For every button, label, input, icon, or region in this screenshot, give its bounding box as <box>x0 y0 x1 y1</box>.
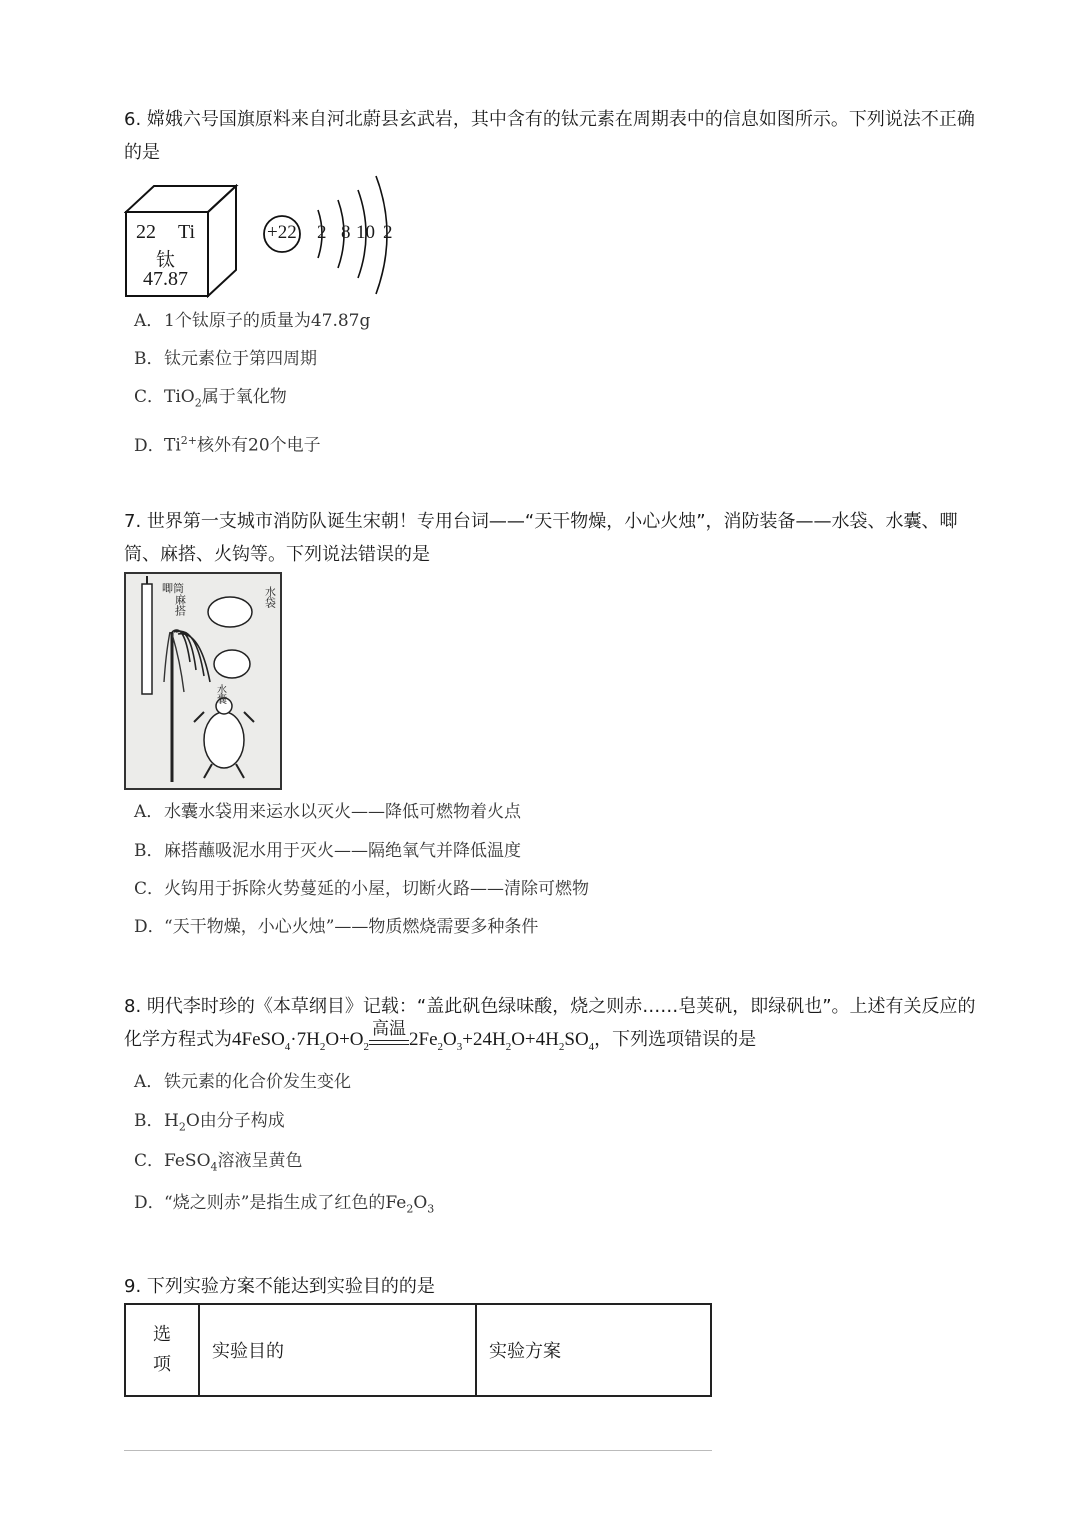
option-letter: B． <box>134 1111 164 1131</box>
subscript: 2 <box>406 1202 414 1216</box>
option-text: H <box>164 1111 179 1131</box>
experiment-table <box>124 1303 712 1397</box>
q6-stem-line2: 的是 <box>124 142 160 163</box>
header-plan: 实验方案 <box>476 1304 711 1396</box>
q6-option-c[interactable] <box>134 386 287 414</box>
nucleus-charge: +22 <box>267 222 297 243</box>
label-pump: 唧筒 <box>162 582 184 595</box>
header-option <box>125 1304 199 1396</box>
element-atomic-number: 22 <box>136 221 156 243</box>
option-text: Ti <box>164 435 181 456</box>
q8-option-a[interactable] <box>134 1071 351 1093</box>
subscript: 2 <box>178 1120 186 1134</box>
option-text: 水囊水袋用来运水以灭火——降低可燃物着火点 <box>164 802 521 822</box>
shell-4-electrons: 2 <box>383 222 393 243</box>
option-text: “天干物燥，小心火烛”——物质燃烧需要多种条件 <box>164 917 539 937</box>
option-text: 钛元素位于第四周期 <box>164 349 317 369</box>
firefighting-tools-illustration <box>124 572 282 790</box>
equals-sign <box>369 1040 409 1045</box>
q9-stem: 9. 下列实验方案不能达到实验目的的是 <box>124 1276 435 1297</box>
option-text: 火钩用于拆除火势蔓延的小屋，切断火路——清除可燃物 <box>164 879 589 899</box>
option-letter: A． <box>134 311 164 331</box>
option-letter: B． <box>134 841 164 861</box>
q7-option-d[interactable] <box>134 916 538 938</box>
option-text: O <box>413 1193 428 1213</box>
q7-option-a[interactable] <box>134 801 521 823</box>
option-text: O由分子构成 <box>185 1111 285 1131</box>
q6-option-b[interactable] <box>134 348 317 370</box>
option-text: 1个钛原子的质量为47.87g <box>164 311 371 331</box>
q7-stem-line1: 7. 世界第一支城市消防队诞生宋朝！专用台词——“天干物燥，小心火烛”，消防装备——水袋、水囊、唧 <box>124 511 958 532</box>
header-option-text: 选项 <box>153 1324 171 1375</box>
option-letter: A． <box>134 802 164 822</box>
q8-stem-line1: 8. 明代李时珍的《本草纲目》记载：“盖此矾色绿味酸，烧之则赤……皂荚矾，即绿矾也”。上述有关反应的 <box>124 996 976 1017</box>
option-letter: B． <box>134 349 164 369</box>
q7-option-c[interactable] <box>134 878 589 900</box>
option-letter: C． <box>134 387 165 407</box>
q8-option-b[interactable] <box>134 1110 285 1138</box>
stem-text: 化学方程式为 <box>124 1029 232 1050</box>
subscript: 3 <box>427 1202 435 1216</box>
element-name: 钛 <box>156 250 176 271</box>
option-text: 麻搭蘸吸泥水用于灭火——隔绝氧气并降低温度 <box>164 841 521 861</box>
q6-option-a[interactable] <box>134 310 370 332</box>
option-letter: C． <box>134 1151 165 1171</box>
q7-stem-line2: 筒、麻搭、火钩等。下列说法错误的是 <box>124 544 430 565</box>
option-letter: D． <box>134 1193 165 1213</box>
option-text: 核外有20个电子 <box>197 435 321 456</box>
shell-1-electrons: 2 <box>317 222 327 243</box>
option-text: 溶液呈黄色 <box>217 1151 303 1171</box>
option-letter: D． <box>134 917 165 937</box>
subscript: 4 <box>210 1160 218 1174</box>
option-text: 铁元素的化合价发生变化 <box>164 1072 351 1092</box>
shell-3-electrons: 10 <box>356 222 375 243</box>
shell-2-electrons: 8 <box>341 222 351 243</box>
option-letter: A． <box>134 1072 164 1092</box>
option-letter: C． <box>134 879 165 899</box>
option-text: 属于氧化物 <box>201 387 287 407</box>
table-header-row <box>125 1304 711 1396</box>
superscript: 2+ <box>180 434 197 447</box>
q6-option-d[interactable] <box>134 430 321 457</box>
q7-option-b[interactable] <box>134 840 521 862</box>
reaction-condition: 高温 <box>372 1019 407 1039</box>
label-bladder: 水囊 <box>214 684 226 704</box>
element-mass: 47.87 <box>143 268 188 290</box>
q6-stem-line1: 6. 嫦娥六号国旗原料来自河北蔚县玄武岩，其中含有的钛元素在周期表中的信息如图所示。下列说法不正确 <box>124 109 975 130</box>
subscript: 2 <box>194 396 202 410</box>
q8-option-d[interactable] <box>134 1192 434 1220</box>
option-letter: D． <box>134 435 165 456</box>
label-mop: 麻搭 <box>173 594 187 616</box>
q8-stem-line2 <box>124 1019 757 1059</box>
header-purpose: 实验目的 <box>199 1304 476 1396</box>
q8-option-c[interactable] <box>134 1150 303 1178</box>
element-symbol: Ti <box>178 221 196 243</box>
option-text: TiO <box>164 387 195 407</box>
label-bag: 水袋 <box>263 586 277 608</box>
footer-divider <box>124 1450 712 1451</box>
option-text: FeSO <box>164 1151 211 1171</box>
chemical-equation: $4FeSO_4\cdot 7H_2O+O_2$ 高温 $2Fe_2O_3+24H_2O+4H_2SO_4$ <box>232 1019 595 1053</box>
option-text: “烧之则赤”是指生成了红色的Fe <box>164 1193 407 1213</box>
stem-text: ，下列选项错误的是 <box>594 1029 757 1050</box>
